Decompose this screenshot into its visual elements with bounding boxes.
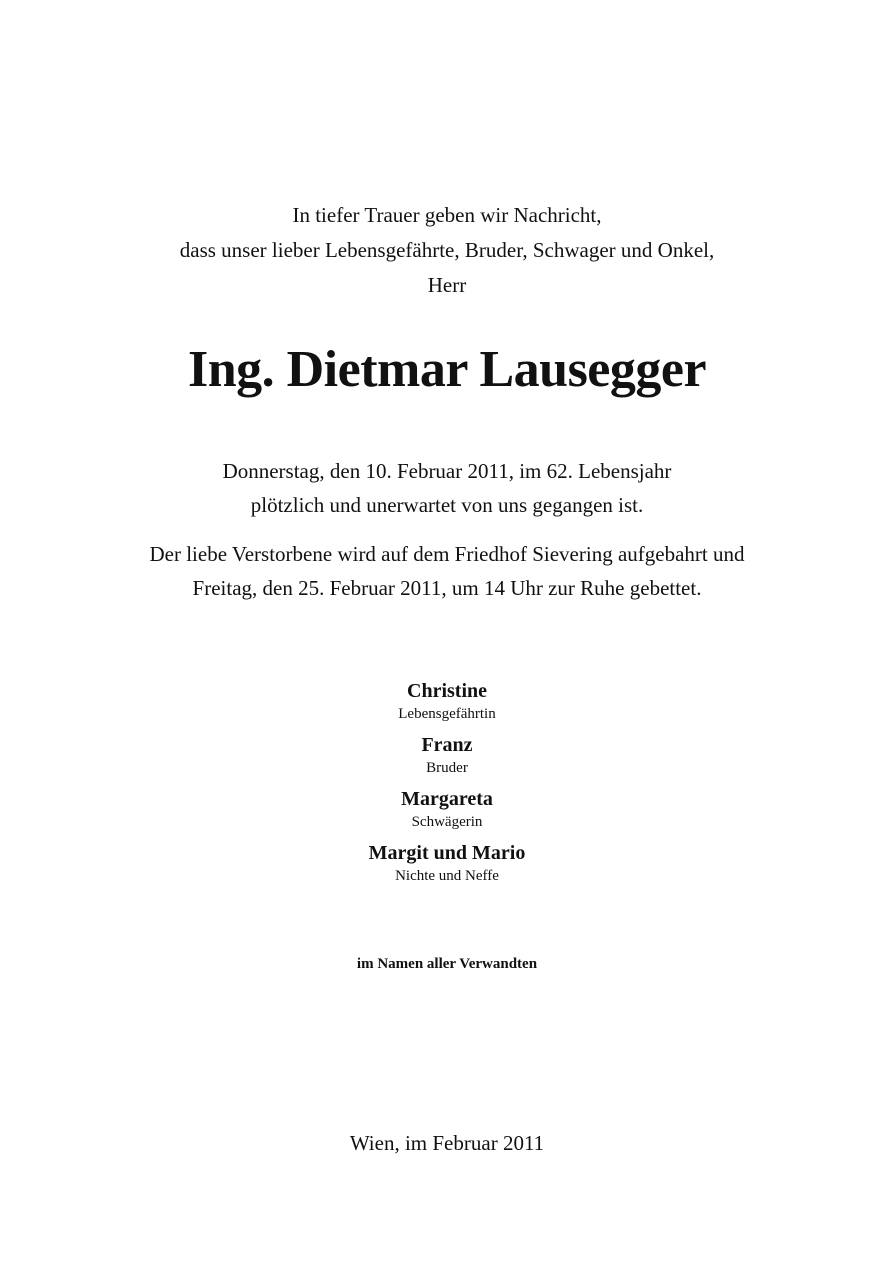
burial-notice-line: Freitag, den 25. Februar 2011, um 14 Uhr zur Ruhe gebettet. [192,576,702,600]
mourner-name: Margareta [401,788,493,810]
burial-notice [0,537,894,605]
mourners-list [0,678,894,894]
closing-line: im Namen aller Verwandten [356,956,538,972]
mourner-relation: Nichte und Neffe [395,868,499,884]
mourner-item [0,786,894,832]
deceased-name: Ing. Dietmar Lausegger [187,341,707,398]
mourner-relation: Lebensgefährtin [398,706,496,722]
death-notice [0,454,894,522]
place-date: Wien, im Februar 2011 [349,1131,545,1155]
death-notice-line: Donnerstag, den 10. Februar 2011, im 62. Lebensjahr [222,459,672,483]
death-notice-line: plötzlich und unerwartet von uns gegangen ist. [250,493,644,517]
intro-text [0,198,894,303]
intro-line: In tiefer Trauer geben wir Nachricht, [292,203,602,227]
mourner-item [0,732,894,778]
intro-line: dass unser lieber Lebensgefährte, Bruder, Schwager und Onkel, [179,238,715,262]
mourner-name: Christine [407,680,487,702]
mourner-relation: Schwägerin [411,814,483,830]
mourner-item [0,678,894,724]
mourner-name: Franz [421,734,473,756]
mourner-name: Margit und Mario [368,842,526,864]
mourner-item [0,840,894,886]
intro-line: Herr [427,273,467,297]
burial-notice-line: Der liebe Verstorbene wird auf dem Friedhof Sievering aufgebahrt und [149,542,745,566]
mourner-relation: Bruder [426,760,468,776]
